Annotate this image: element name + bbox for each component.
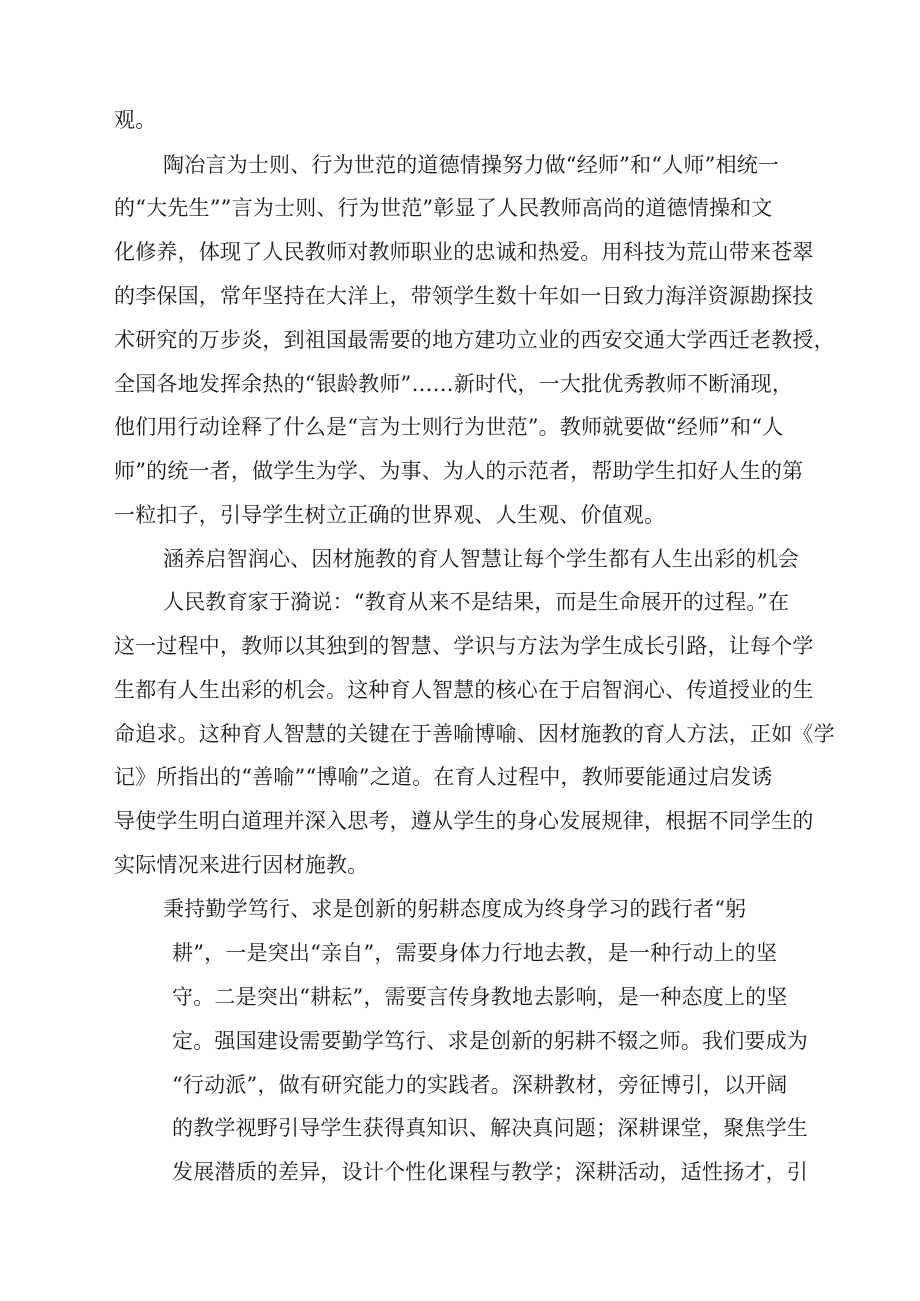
section-heading: 秉持勤学笃行、求是创新的躬耕态度成为终身学习的践行者“躬 <box>163 897 747 921</box>
paragraph-line: “行动派”，做有研究能力的实践者。深耕教材，旁征博引，以开阔 <box>172 1073 788 1097</box>
paragraph-line: 生都有人生出彩的机会。这种育人智慧的核心在于启智润心、传道授业的生 <box>114 678 814 702</box>
paragraph-line: 的教学视野引导学生获得真知识、解决真问题；深耕课堂，聚焦学生 <box>172 1116 808 1140</box>
paragraph-line: 陶冶言为士则、行为世范的道德情操努力做“经师”和“人师”相统一 <box>163 153 780 177</box>
paragraph-line: 一粒扣子，引导学生树立正确的世界观、人生观、价值观。 <box>114 503 666 527</box>
paragraph-line: 命追求。这种育人智慧的关键在于善喻博喻、因材施教的育人方法，正如《学 <box>114 722 835 746</box>
paragraph-line: 他们用行动诠释了什么是“言为士则行为世范”。教师就要做“经师”和“人 <box>114 415 784 439</box>
paragraph-line: 这一过程中，教师以其独到的智慧、学识与方法为学生成长引路，让每个学 <box>114 634 814 658</box>
paragraph-line: 的李保国，常年坚持在大洋上，带领学生数十年如一日致力海洋资源勘探技 <box>114 284 814 308</box>
paragraph-line: 导使学生明白道理并深入思考，遵从学生的身心发展规律，根据不同学生的 <box>114 809 814 833</box>
section-heading: 涵养启智润心、因材施教的育人智慧让每个学生都有人生出彩的机会 <box>163 547 799 571</box>
paragraph-line: 化修养，体现了人民教师对教师职业的忠诚和热爱。用科技为荒山带来苍翠 <box>114 240 814 264</box>
paragraph-line: 耕”，一是突出“亲自”，需要身体力行地去教，是一种行动上的坚 <box>172 941 778 965</box>
paragraph-line: 的“大先生””言为士则、行为世范”彰显了人民教师高尚的道德情操和文 <box>114 196 773 220</box>
paragraph-line: 师”的统一者，做学生为学、为事、为人的示范者，帮助学生扣好人生的第 <box>114 459 804 483</box>
paragraph-line: 术研究的万步炎，到祖国最需要的地方建功立业的西安交通大学西迁老教授， <box>114 328 835 352</box>
paragraph-line: 守。二是突出“耕耘”，需要言传身教地去影响，是一种态度上的坚 <box>172 985 788 1009</box>
paragraph-line: 全国各地发挥余热的“银龄教师”……新时代，一大批优秀教师不断涌现， <box>114 372 794 396</box>
paragraph-line: 记》所指出的“善喻”“博喻”之道。在育人过程中，教师要能通过启发诱 <box>114 765 773 789</box>
paragraph-line: 发展潜质的差异，设计个性化课程与教学；深耕活动，适性扬才，引 <box>172 1160 808 1184</box>
paragraph-line: 人民教育家于漪说：“教育从来不是结果，而是生命展开的过程。”在 <box>163 590 790 614</box>
paragraph-line: 实际情况来进行因材施教。 <box>114 853 369 877</box>
paragraph-line: 定。强国建设需要勤学笃行、求是创新的躬耕不辍之师。我们要成为 <box>172 1029 808 1053</box>
paragraph-line: 观。 <box>114 108 157 132</box>
